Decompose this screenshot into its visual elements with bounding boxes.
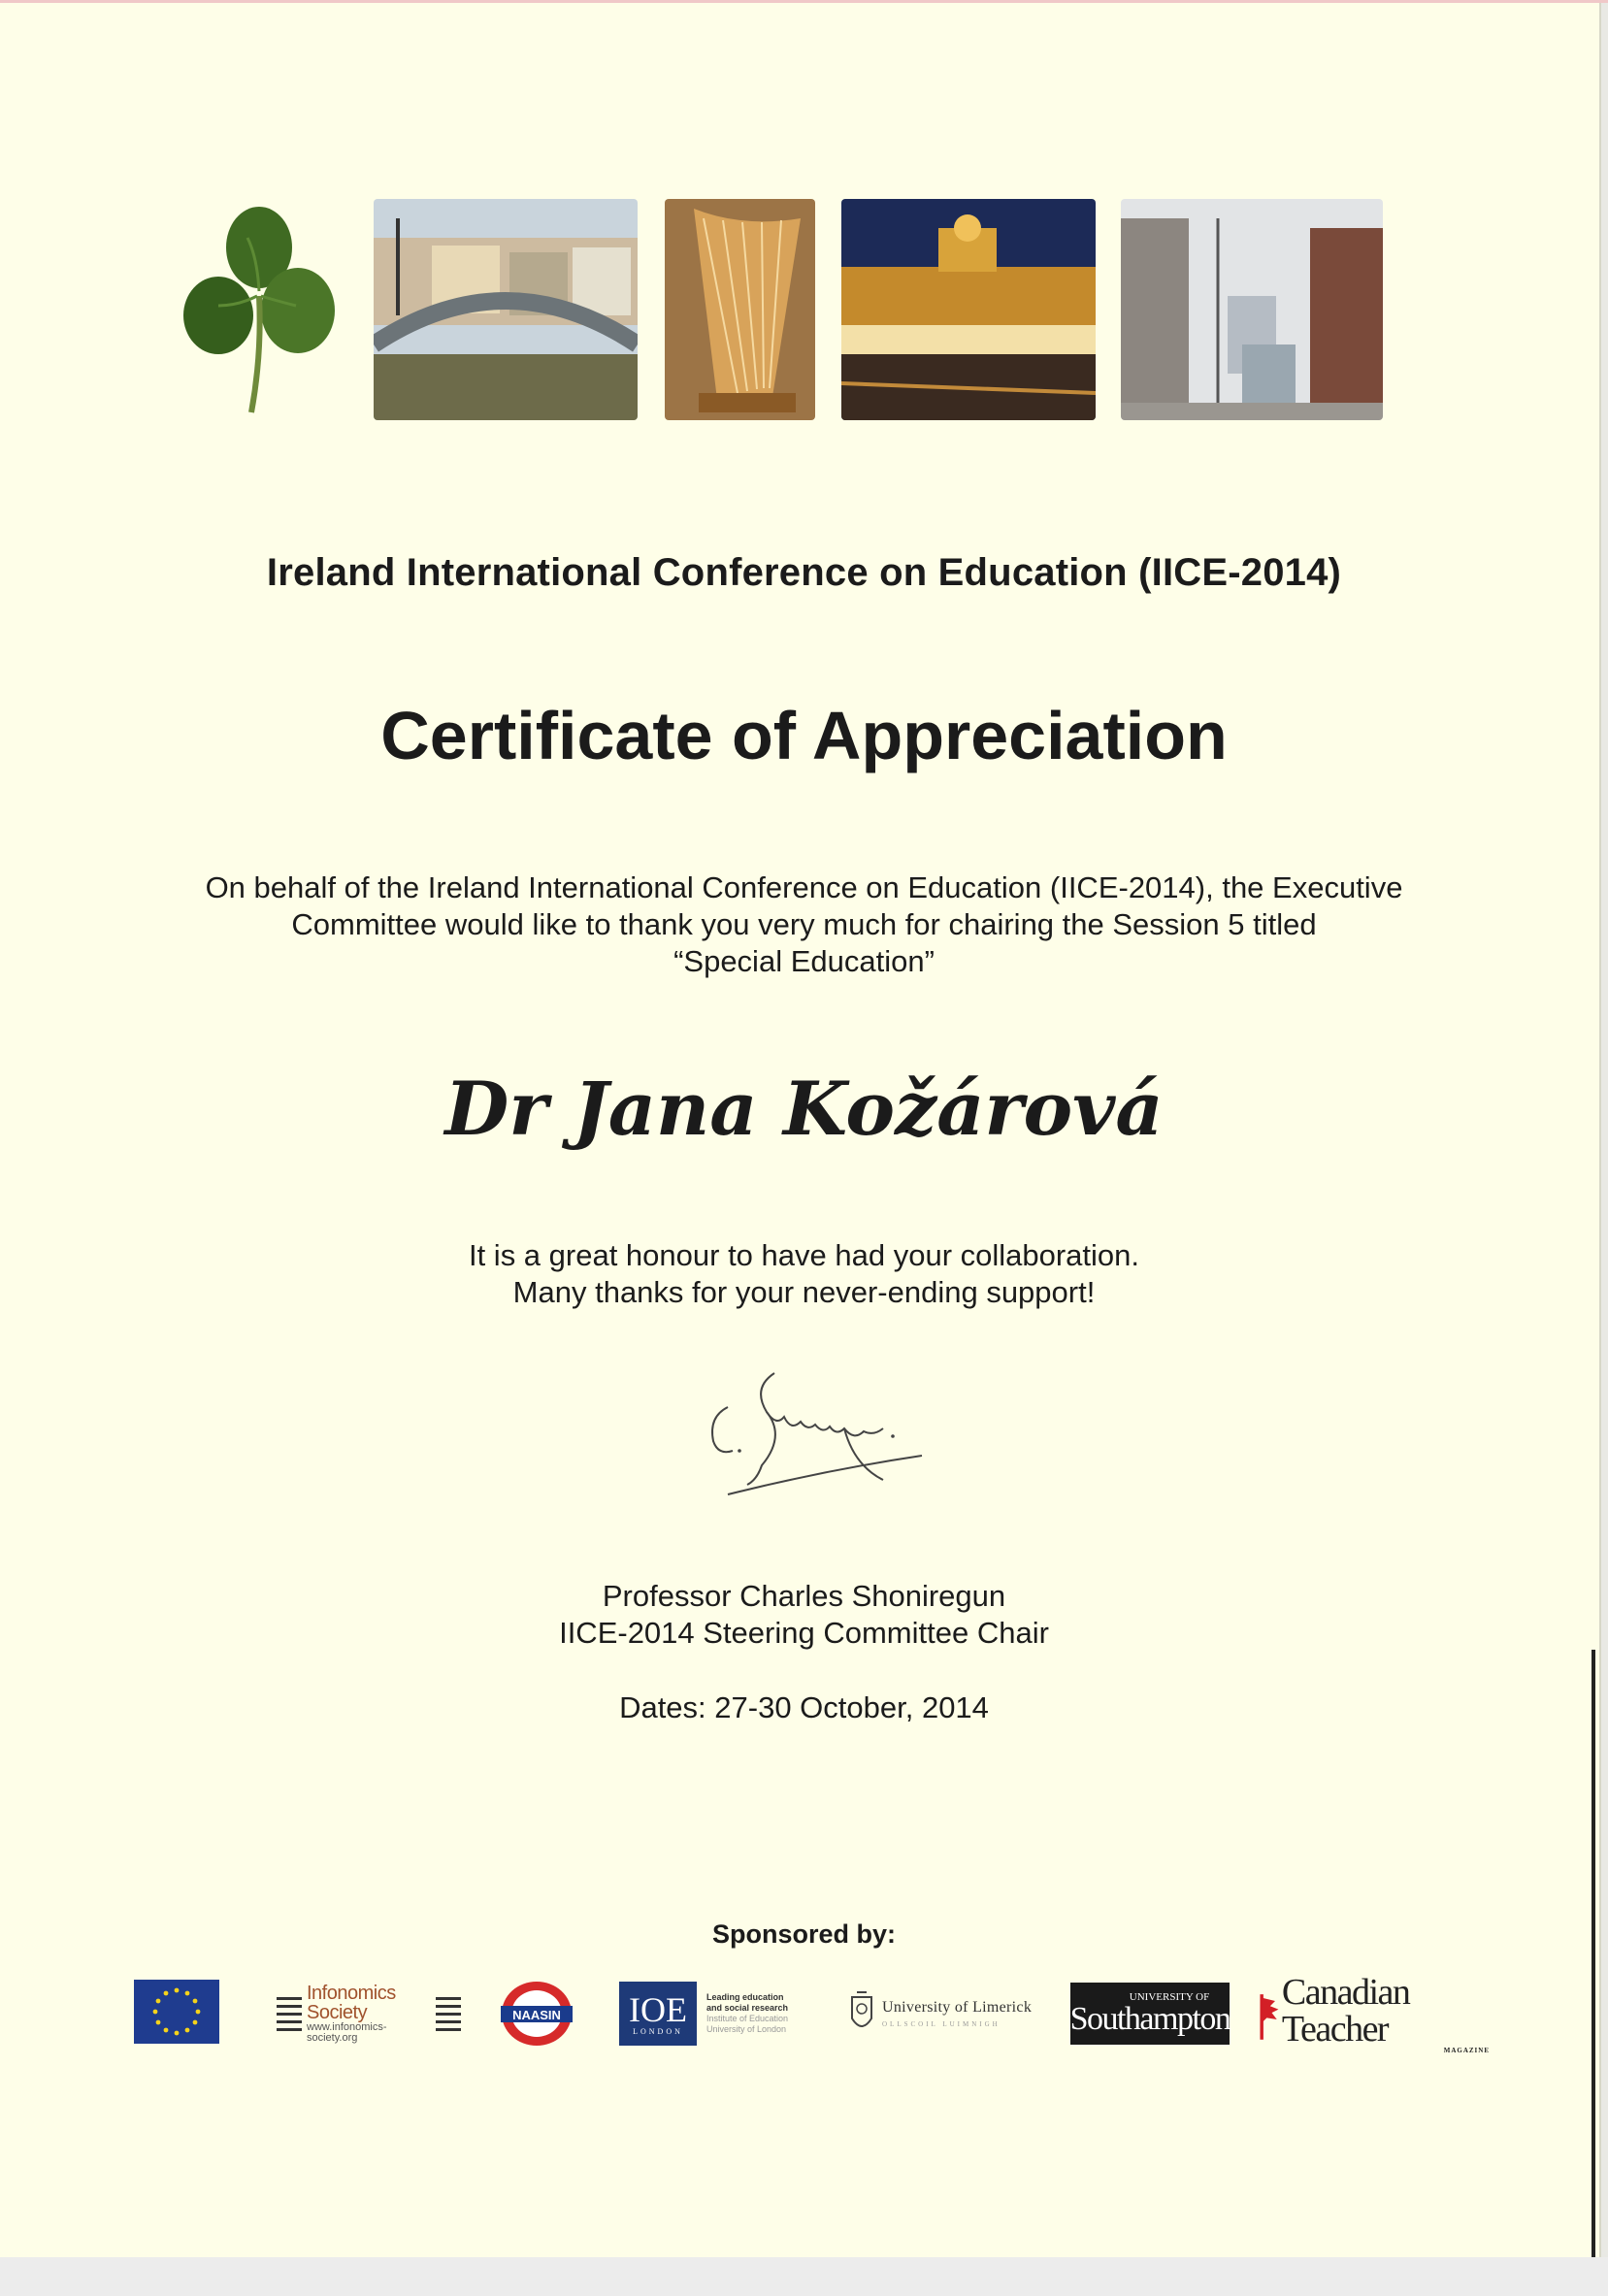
canadian-teacher-name: Canadian Teacher [1281,1971,1410,2050]
southampton-top: UNIVERSITY OF [1129,1990,1210,2003]
harp-image [665,199,815,420]
tram-street-image [1121,199,1383,420]
ioe-line: University of London [706,2024,787,2034]
body-line: On behalf of the Ireland International Conference on Education (IICE-2014), the Executive [205,870,1403,904]
signer-role: IICE-2014 Steering Committee Chair [559,1616,1049,1650]
bridge-image [374,199,638,420]
scan-edge [0,0,1608,3]
canadian-teacher-sub: MAGAZINE [1443,2046,1490,2054]
recipient-name: Dr Jana Kožárová [444,1066,1164,1152]
conference-dates: Dates: 27-30 October, 2014 [619,1690,989,1724]
eu-flag-logo [134,1980,219,2044]
infonomics-url: www.infonomics-society.org [307,2021,387,2044]
canadian-teacher-logo [1257,1971,1490,2054]
signer-block [0,1578,1608,1652]
infonomics-society-logo [272,1975,466,2052]
crest-icon [849,1989,874,2038]
ioe-line: Leading education [706,1992,784,2002]
lines-icon [277,1997,302,2031]
shamrock-image [180,199,345,420]
conference-title: Ireland International Conference on Education (IICE-2014) [266,551,1342,594]
scan-margin [0,2257,1608,2296]
university-of-limerick-logo [849,1975,1043,2052]
naasin-logo [498,1975,575,2052]
body-line: “Special Education” [673,944,935,978]
ioe-line: Institute of Education [706,2014,789,2023]
signature [699,1359,951,1504]
limerick-name: University of Limerick [882,1998,1033,2016]
lines-icon [436,1997,461,2031]
limerick-irish: OLLSCOIL LUIMNIGH [882,2019,1001,2028]
scan-edge [1592,1650,1595,2296]
custom-house-image [841,199,1096,420]
sponsor-logos [131,1971,1490,2054]
thanks-line: It is a great honour to have had your collaboration. [468,1238,1140,1272]
infonomics-name: Infonomics Society [307,1983,396,2023]
ioe-logo [619,1975,813,2052]
certificate-title: Certificate of Appreciation [380,698,1228,773]
body-line: Committee would like to thank you very much for chairing the Session 5 titled [291,907,1317,941]
thanks-text [0,1237,1608,1311]
university-of-southampton-logo [1070,1983,1230,2045]
southampton-name: Southampton [1069,2000,1231,2037]
appreciation-text [0,869,1608,980]
signer-name: Professor Charles Shoniregun [602,1579,1006,1613]
ioe-mark: IOE [629,1989,687,2029]
thanks-line: Many thanks for your never-ending support! [512,1275,1096,1309]
ioe-sub: LONDON [633,2026,683,2036]
sponsored-heading: Sponsored by: [711,1919,896,1949]
maple-leaf-icon [1257,1982,1282,2046]
ioe-line: and social research [706,2003,789,2013]
naasin-text: NAASIN [512,2008,561,2022]
photo-banner [180,189,1412,427]
